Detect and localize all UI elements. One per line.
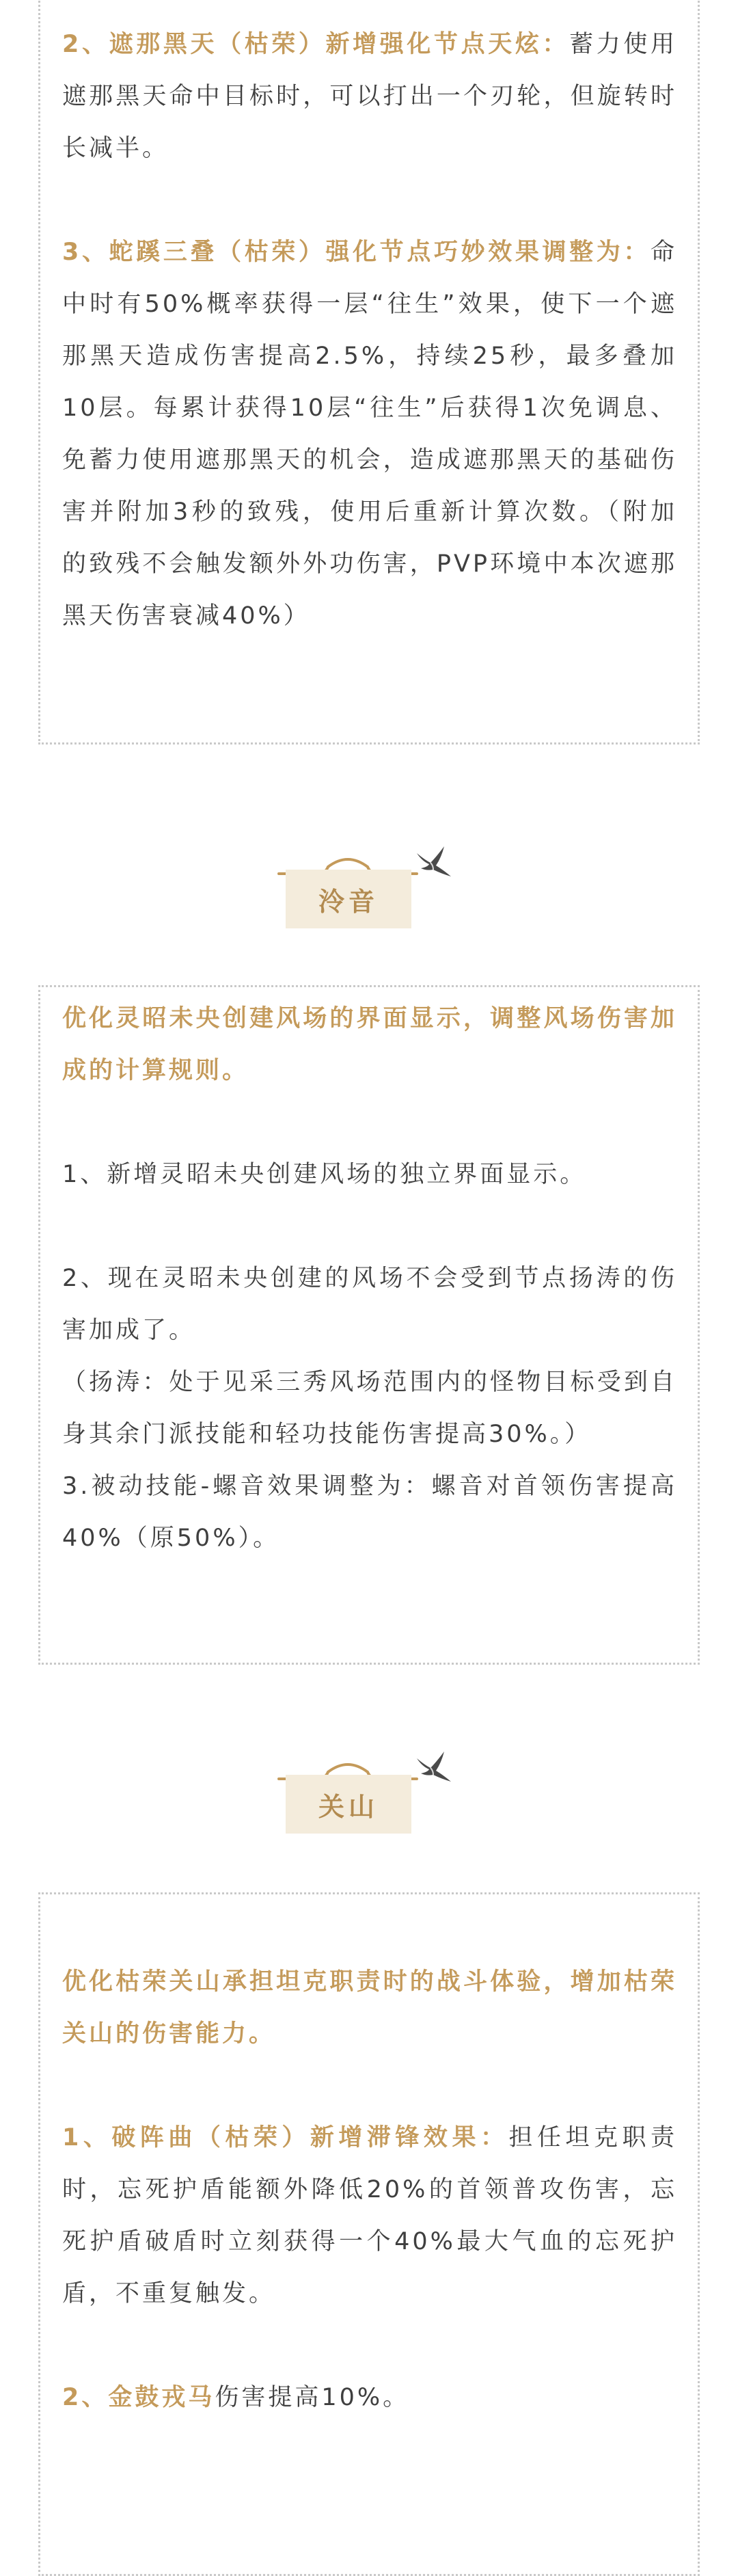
- skill-change-title: 3、蛇蹊三叠（枯荣）强化节点巧妙效果调整为：: [62, 239, 651, 266]
- section-card-guanshan: [38, 1892, 700, 2576]
- section-intro: 优化枯荣关山承担坦克职责时的战斗体验，增加枯荣关山的伤害能力。: [62, 1968, 677, 2048]
- swallow-icon: [413, 1747, 454, 1788]
- skill-change-paragraph: [62, 18, 677, 174]
- change-item-title: 1、破阵曲（枯荣）新增滞锋效果：: [62, 2124, 509, 2151]
- section-heading-guanshan: [276, 1747, 440, 1843]
- section-intro: 优化灵昭未央创建风场的界面显示，调整风场伤害加成的计算规则。: [62, 1005, 677, 1084]
- change-item: 1、新增灵昭未央创建风场的独立界面显示。: [62, 1161, 587, 1188]
- change-item: 3.被动技能-螺音效果调整为：螺音对首领伤害提高40%（原50%）。: [62, 1473, 677, 1552]
- skill-change-text: 蓄力使用遮那黑天命中目标时，可以打出一个刃轮，但旋转时长减半。: [62, 31, 677, 162]
- section-label-box: [286, 1775, 411, 1834]
- skill-change-text: 命中时有50%概率获得一层“往生”效果，使下一个遮那黑天造成伤害提高2.5%，持续25秒，最多叠加10层。每累计获得10层“往生”后获得1次免调息、免蓄力使用遮那黑天的机会，造成遮那黑天的基础伤害并附加3秒的致残，使用后重新计算次数。（附加的致残不会触发额外外功伤害，PVP环境中本次遮那黑天伤害衰减40%）: [62, 239, 677, 630]
- section-label: 关山: [318, 1791, 379, 1822]
- section-label-box: [286, 870, 411, 928]
- skill-change-title: 2、遮那黑天（枯荣）新增强化节点天炫：: [62, 31, 570, 58]
- skill-change-paragraph: [62, 226, 677, 642]
- change-item: [62, 2372, 677, 2424]
- section-heading-lingyin: [276, 842, 440, 938]
- swallow-icon: [413, 842, 454, 883]
- change-item-title: 2、金鼓戎马: [62, 2384, 215, 2411]
- change-item-text: 伤害提高10%。: [215, 2384, 410, 2411]
- section-label: 泠音: [318, 886, 379, 917]
- skill-change-card-1: [38, 0, 700, 744]
- section-card-lingyin: [38, 985, 700, 1665]
- change-item-text: 担任坦克职责时，忘死护盾能额外降低20%的首领普攻伤害，忘死护盾破盾时立刻获得一个40%最大气血的忘死护盾，不重复触发。: [62, 2124, 677, 2307]
- change-item: [62, 2112, 677, 2320]
- change-item-note: （扬涛：处于见采三秀风场范围内的怪物目标受到自身其余门派技能和轻功技能伤害提高30%。）: [62, 1369, 677, 1448]
- change-item: 2、现在灵昭未央创建的风场不会受到节点扬涛的伤害加成了。: [62, 1265, 677, 1344]
